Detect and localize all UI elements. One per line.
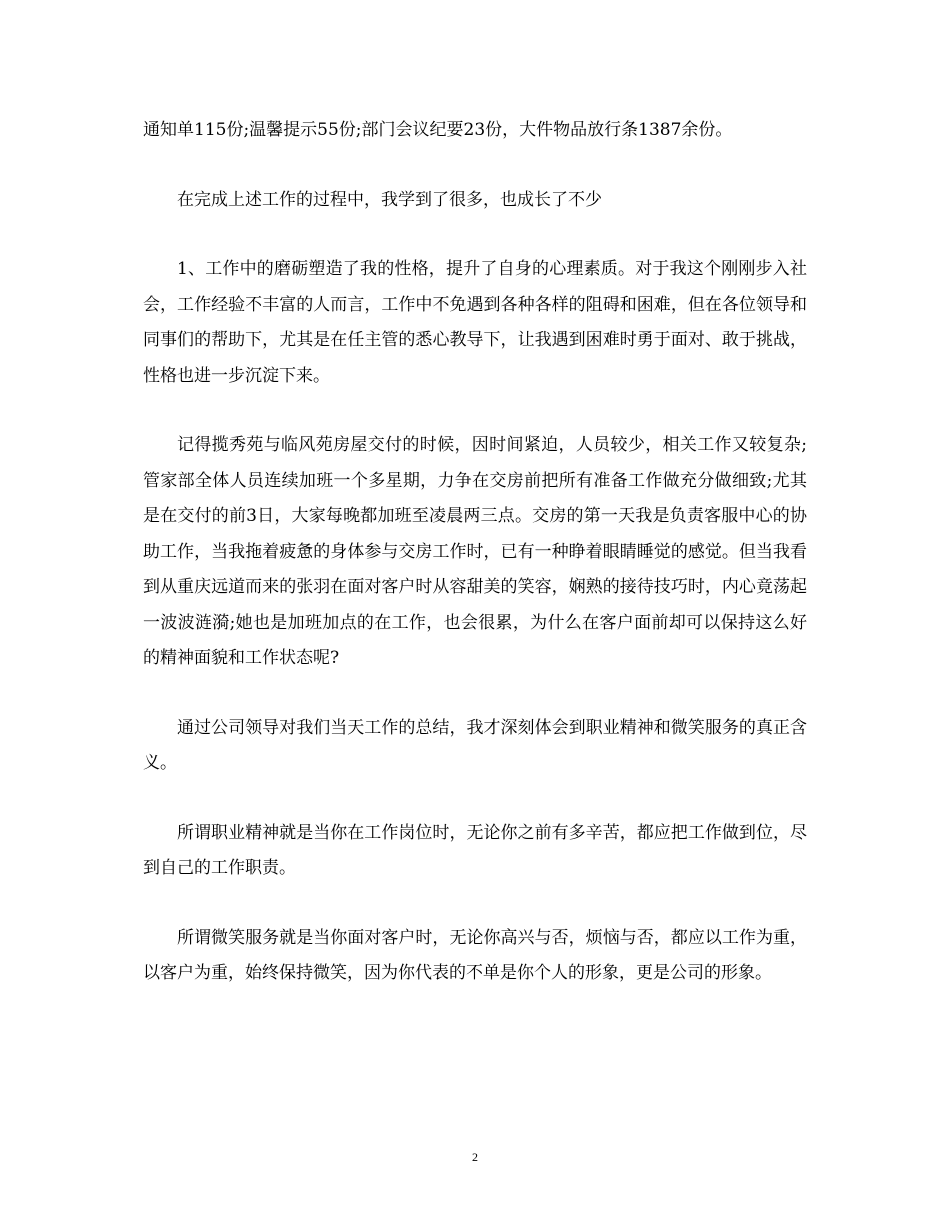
page-number: 2 (472, 1150, 478, 1164)
paragraph-professionalism: 所谓职业精神就是当你在工作岗位时，无论你之前有多辛苦，都应把工作做到位，尽到自己的工作职责。 (143, 822, 807, 878)
document-body (143, 113, 807, 1026)
paragraph-delivery-story: 记得揽秀苑与临风苑房屋交付的时候，因时间紧迫，人员较少，相关工作又较复杂;管家部全体人员连续加班一个多星期，力争在交房前把所有准备工作做充分做细致;尤其是在交付的前3日，大家每晚都加班至凌晨两三点。交房的第一天我是负责客服中心的协助工作，当我拖着疲惫的身体参与交房工作时，已有一种睁着眼睛睡觉的感觉。但当我看到从重庆远道而来的张羽在面对客户时从容甜美的笑容，娴熟的接待技巧时，内心竟荡起一波波涟漪;她也是加班加点的在工作，也会很累，为什么在客户面前却可以保持这么好的精神面貌和工作状态呢? (143, 435, 807, 668)
paragraph-summary: 通过公司领导对我们当天工作的总结，我才深刻体会到职业精神和微笑服务的真正含义。 (143, 717, 807, 773)
paragraph-continuation: 通知单115份;温馨提示55份;部门会议纪要23份，大件物品放行条1387余份。 (143, 120, 733, 140)
paragraph-smile-service: 所谓微笑服务就是当你面对客户时，无论你高兴与否，烦恼与否，都应以工作为重，以客户为重，始终保持微笑，因为你代表的不单是你个人的形象，更是公司的形象。 (143, 927, 807, 983)
paragraph-point-1: 1、工作中的磨砺塑造了我的性格，提升了自身的心理素质。对于我这个刚刚步入社会，工作经验不丰富的人而言，工作中不免遇到各种各样的阻碍和困难，但在各位领导和同事们的帮助下，尤其是在任主管的悉心教导下，让我遇到困难时勇于面对、敢于挑战，性格也进一步沉淀下来。 (143, 259, 807, 386)
paragraph-intro: 在完成上述工作的过程中，我学到了很多，也成长了不少 (177, 189, 602, 210)
